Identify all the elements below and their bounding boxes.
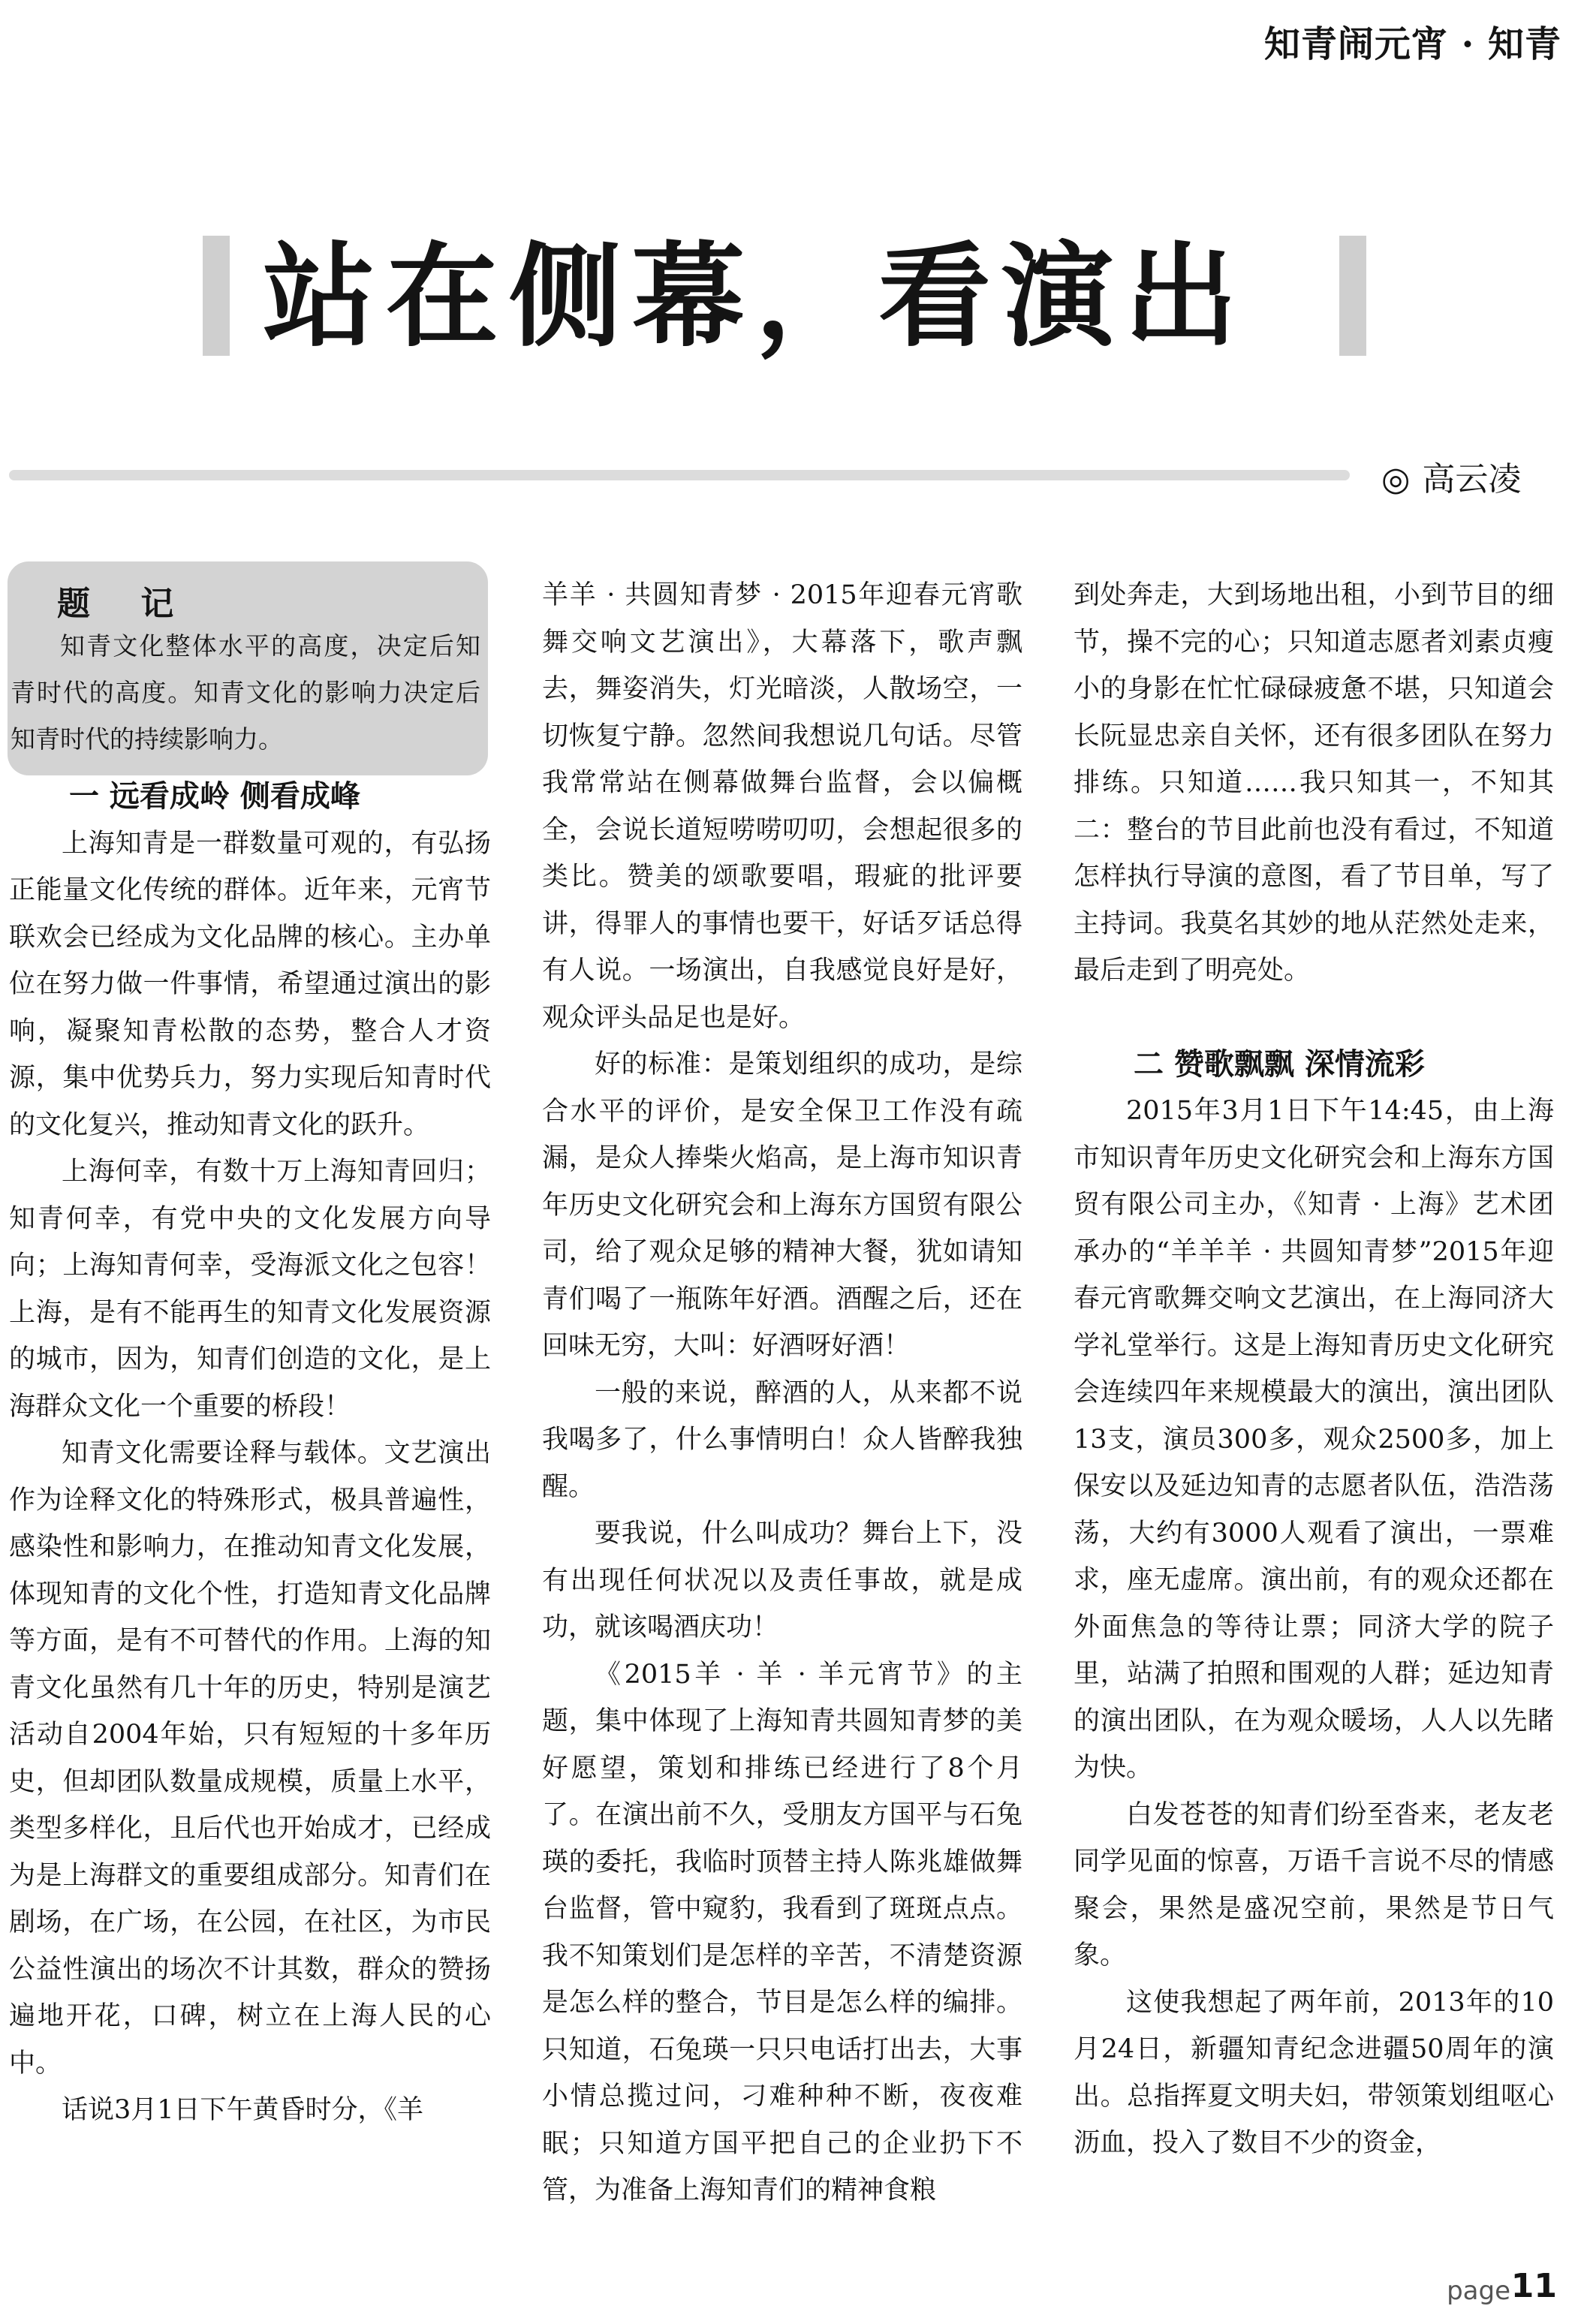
column-3: [1074, 572, 1554, 2167]
title-block: [203, 231, 1366, 363]
paragraph: 这使我想起了两年前，2013年的10月24日，新疆知青纪念进疆50周年的演出。总指挥夏文明夫妇，带领策划组呕心沥血，投入了数目不少的资金，: [1074, 1987, 1554, 2158]
author-mark-icon: ◎: [1381, 460, 1411, 498]
author-line: [1381, 452, 1521, 500]
column-2: [542, 572, 1022, 2214]
paragraph: 好的标准：是策划组织的成功，是综合水平的评价，是安全保卫工作没有疏漏，是众人捧柴火焰高，是上海市知识青年历史文化研究会和上海东方国贸有限公司，给了观众足够的精神大餐，犹如请知青们喝了一瓶陈年好酒。酒醒之后，还在回味无穷，大叫：好酒呀好酒！: [542, 1049, 1022, 1361]
title-bar-right: [1339, 236, 1366, 356]
paragraph: 羊羊 · 共圆知青梦 · 2015年迎春元宵歌舞交响文艺演出》，大幕落下，歌声飘去，舞姿消失，灯光暗淡，人散场空，一切恢复宁静。忽然间我想说几句话。尽管我常常站在侧幕做舞台监督，会以偏概全，会说长道短唠唠叨叨，会想起很多的类比。赞美的颂歌要唱，瑕疵的批评要讲，得罪人的事情也要干，好话歹话总得有人说。一场演出，自我感觉良好是好，观众评头品足也是好。: [542, 580, 1022, 1033]
divider-rule: [9, 470, 1350, 480]
paragraph: 要我说，什么叫成功？舞台上下，没有出现任何状况以及责任事故，就是成功，就该喝酒庆功！: [542, 1519, 1022, 1642]
paragraph: 一般的来说，醉酒的人，从来都不说我喝多了，什么事情明白！众人皆醉我独醒。: [542, 1377, 1022, 1502]
author-name: 高云凌: [1422, 460, 1522, 498]
epigraph-text: 知青文化整体水平的高度，决定后知青时代的高度。知青文化的影响力决定后知青时代的持续影响力。: [11, 631, 480, 754]
section-header: 知青闹元宵 · 知青: [1263, 23, 1561, 65]
paragraph: 白发苍苍的知青们纷至沓来，老友老同学见面的惊喜，万语千言说不尽的情感聚会，果然是盛况空前，果然是节日气象。: [1074, 1799, 1554, 1970]
section-1-heading: 一 远看成岭 侧看成峰: [69, 779, 360, 814]
paragraph: 话说3月1日下午黄昏时分，《羊: [62, 2095, 424, 2125]
section-2-heading: 二 赞歌飘飘 深情流彩: [1134, 1046, 1425, 1082]
paragraph: 上海何幸，有数十万上海知青回归；知青何幸，有党中央的文化发展方向导向；上海知青何幸，受海派文化之包容！上海，是有不能再生的知青文化发展资源的城市，因为，知青们创造的文化，是上海群众文化一个重要的桥段！: [9, 1157, 491, 1422]
page-label: page: [1447, 2276, 1510, 2306]
paragraph: 上海知青是一群数量可观的，有弘扬正能量文化传统的群体。近年来，元宵节联欢会已经成为文化品牌的核心。主办单位在努力做一件事情，希望通过演出的影响，凝聚知青松散的态势，整合人才资源，集中优势兵力，努力实现后知青时代的文化复兴，推动知青文化的跃升。: [9, 828, 491, 1140]
epigraph-heading: 题 记: [57, 585, 194, 623]
paragraph: 知青文化需要诠释与载体。文艺演出作为诠释文化的特殊形式，极具普遍性，感染性和影响力，在推动知青文化发展，体现知青的文化个性，打造知青文化品牌等方面，是有不可替代的作用。上海的知青文化虽然有几十年的历史，特别是演艺活动自2004年始，只有短短的十多年历史，但却团队数量成规模，质量上水平，类型多样化，且后代也开始成才，已经成为是上海群文的重要组成部分。知青们在剧场，在广场，在公园，在社区，为市民公益性演出的场次不计其数，群众的赞扬遍地开花，口碑，树立在上海人民的心中。: [9, 1438, 491, 2079]
page-number: 11: [1510, 2267, 1557, 2305]
paragraph: 到处奔走，大到场地出租，小到节目的细节，操不完的心；只知道志愿者刘素贞瘦小的身影在忙忙碌碌疲惫不堪，只知道会长阮显忠亲自关怀，还有很多团队在努力排练。只知道……我只知其一，不知其二：整台的节目此前也没有看过，不知道怎样执行导演的意图，看了节目单，写了主持词。我莫名其妙的地从茫然处走来，最后走到了明亮处。: [1074, 580, 1554, 986]
title-bar-left: [203, 236, 230, 356]
article-title: 站在侧幕，看演出: [263, 232, 1248, 363]
column-1: [9, 572, 491, 2134]
paragraph: 2015年3月1日下午14:45，由上海市知识青年历史文化研究会和上海东方国贸有限公司主办，《知青 · 上海》艺术团承办的“羊羊羊 · 共圆知青梦”2015年迎春元宵歌舞交响文艺演出，在上海同济大学礼堂举行。这是上海知青历史文化研究会连续四年来规模最大的演出，演出团队13支，演员300多，观众2500多，加上保安以及延边知青的志愿者队伍，浩浩荡荡，大约有3000人观看了演出，一票难求，座无虚席。演出前，有的观众还都在外面焦急的等待让票；同济大学的院子里，站满了拍照和围观的人群；延边知青的演出团队，在为观众暖场，人人以先睹为快。: [1074, 1096, 1554, 1783]
paragraph: 《2015羊 · 羊 · 羊元宵节》的主题，集中体现了上海知青共圆知青梦的美好愿望，策划和排练已经进行了8个月了。在演出前不久，受朋友方国平与石兔瑛的委托，我临时顶替主持人陈兆雄做舞台监督，管中窥豹，我看到了斑斑点点。我不知策划们是怎样的辛苦，不清楚资源是怎么样的整合，节目是怎么样的编排。只知道，石兔瑛一只只电话打出去，大事小情总揽过问，刁难种种不断，夜夜难眠；只知道方国平把自己的企业扔下不管，为准备上海知青们的精神食粮: [542, 1659, 1022, 2205]
